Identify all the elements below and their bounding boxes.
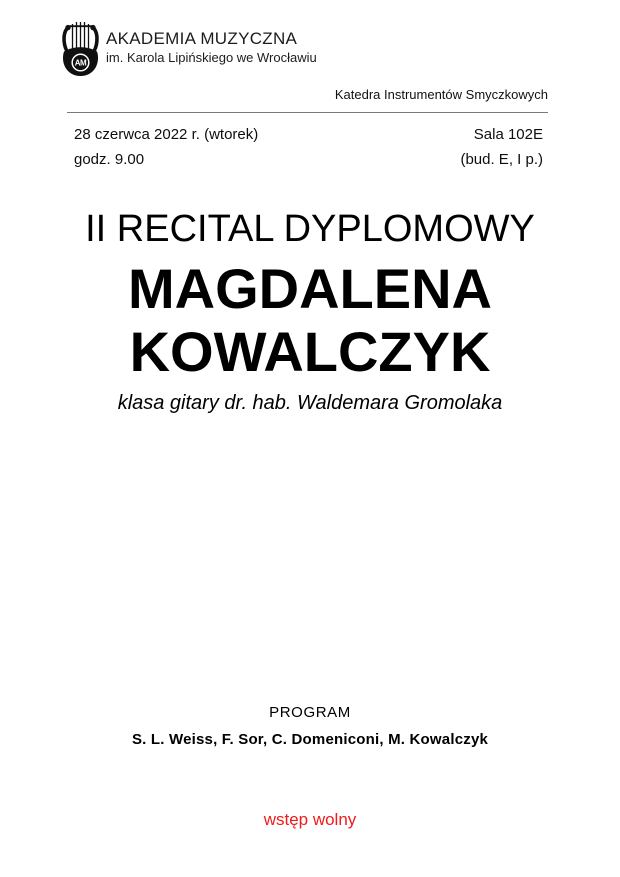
- program-composers: S. L. Weiss, F. Sor, C. Domeniconi, M. Kowalczyk: [131, 731, 489, 748]
- academy-name: AKADEMIA MUZYCZNA: [106, 29, 298, 48]
- event-venue-detail: (bud. E, I p.): [460, 151, 543, 168]
- department-name: Katedra Instrumentów Smyczkowych: [334, 87, 548, 102]
- event-venue-block: [460, 122, 543, 172]
- event-date: 28 czerwca 2022 r. (wtorek): [74, 126, 259, 143]
- event-venue: Sala 102E: [473, 126, 543, 143]
- performer-last-name: KOWALCZYK: [129, 320, 491, 383]
- class-teacher-line: klasa gitary dr. hab. Waldemara Gromolaka: [117, 392, 503, 414]
- event-time: godz. 9.00: [74, 151, 145, 168]
- logo-monogram: AM: [74, 58, 87, 68]
- program-heading: PROGRAM: [269, 704, 351, 721]
- performer-name: [0, 257, 620, 383]
- recital-title: II RECITAL DYPLOMOWY: [85, 208, 535, 250]
- event-date-time: [74, 122, 258, 172]
- admission-note: wstęp wolny: [263, 810, 357, 829]
- header-divider: [67, 112, 548, 113]
- event-meta: [74, 122, 543, 172]
- lyre-icon: [57, 19, 104, 80]
- performer-first-name: MAGDALENA: [128, 257, 492, 320]
- academy-subtitle: im. Karola Lipińskiego we Wrocławiu: [106, 50, 317, 65]
